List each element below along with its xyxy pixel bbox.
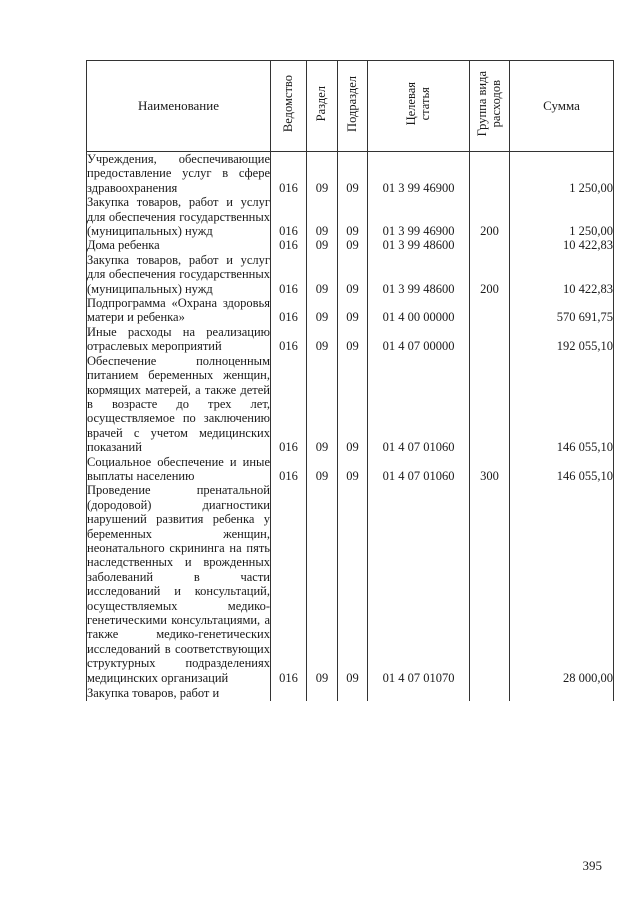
row-podrazdel: 09	[338, 195, 368, 238]
row-name: Иные расходы на реализацию отраслевых мероприятий	[87, 324, 270, 354]
row-name: Дома ребенка	[87, 238, 271, 252]
row-podrazdel: 09	[338, 253, 368, 296]
row-name: Закупка товаров, работ и услуг для обеспечения государственных (муниципальных) нужд	[87, 195, 270, 239]
budget-table	[86, 60, 614, 701]
header-podrazdel: Подраздел	[338, 61, 368, 152]
row-vedomstvo: 016	[271, 253, 307, 296]
row-name	[87, 685, 271, 701]
row-name: Обеспечение полноценным питанием беременных женщин, кормящих матерей, а также детей в возрасте до трех лет, осуществляемое по заключению врачей с учетом медицинских показаний	[87, 353, 270, 455]
row-podrazdel: 09	[338, 296, 368, 325]
row-podrazdel: 09	[338, 238, 368, 252]
row-name: Проведение пренатальной (дородовой) диагностики нарушений развития ребенка у беременных женщин, неонатального скрининга на пять наследственных и врожденных заболеваний в части исследований и консультаций, осуществляемых медико-генетическими консультациями, а также медико-генетических исследований в соответствующих структурных подразделениях медицинских организаций	[87, 483, 270, 685]
row-summa: 1 250,00	[510, 152, 614, 196]
row-vedomstvo: 016	[271, 238, 307, 252]
table-row	[87, 354, 614, 455]
row-vedomstvo: 016	[271, 296, 307, 325]
row-razdel: 09	[307, 325, 338, 354]
row-vedomstvo: 016	[271, 195, 307, 238]
header-vedomstvo: Ведомство	[271, 61, 307, 152]
table-row	[87, 152, 614, 196]
table-header	[87, 61, 614, 152]
row-razdel: 09	[307, 354, 338, 455]
row-gruppa	[470, 483, 510, 685]
row-celevaya: 01 3 99 46900	[368, 152, 470, 196]
row-celevaya: 01 4 07 01070	[368, 483, 470, 685]
header-gruppa: Группа вида расходов	[470, 61, 510, 152]
row-razdel: 09	[307, 195, 338, 238]
row-celevaya: 01 4 07 00000	[368, 325, 470, 354]
row-summa	[510, 685, 614, 701]
header-celevaya: Целевая статья	[368, 61, 470, 152]
row-celevaya: 01 4 00 00000	[368, 296, 470, 325]
table-row	[87, 483, 614, 685]
row-summa: 28 000,00	[510, 483, 614, 685]
row-podrazdel: 09	[338, 152, 368, 196]
row-razdel: 09	[307, 483, 338, 685]
row-celevaya: 01 4 07 01060	[368, 455, 470, 484]
row-gruppa	[470, 354, 510, 455]
row-gruppa	[470, 296, 510, 325]
row-summa: 192 055,10	[510, 325, 614, 354]
row-podrazdel: 09	[338, 455, 368, 484]
row-summa: 10 422,83	[510, 253, 614, 296]
row-summa: 10 422,83	[510, 238, 614, 252]
row-razdel: 09	[307, 238, 338, 252]
row-gruppa: 200	[470, 253, 510, 296]
page-number: 395	[582, 858, 602, 873]
row-name-cut: Закупка товаров, работ и	[87, 686, 220, 701]
row-name: Социальное обеспечение и иные выплаты населению	[87, 454, 270, 483]
row-name: Учреждения, обеспечивающие предоставление услуг в сфере здравоохранения	[87, 152, 270, 195]
row-vedomstvo: 016	[271, 152, 307, 196]
row-podrazdel: 09	[338, 325, 368, 354]
row-gruppa	[470, 685, 510, 701]
row-gruppa: 300	[470, 455, 510, 484]
row-razdel: 09	[307, 455, 338, 484]
row-gruppa	[470, 325, 510, 354]
row-vedomstvo	[271, 685, 307, 701]
row-name: Подпрограмма «Охрана здоровья матери и ребенка»	[87, 296, 270, 325]
row-celevaya: 01 4 07 01060	[368, 354, 470, 455]
row-summa: 570 691,75	[510, 296, 614, 325]
table-row	[87, 238, 614, 252]
row-celevaya: 01 3 99 48600	[368, 253, 470, 296]
table-body	[87, 152, 614, 702]
row-razdel: 09	[307, 152, 338, 196]
row-name: Закупка товаров, работ и услуг для обеспечения государственных (муниципальных) нужд	[87, 252, 270, 296]
header-name: Наименование	[87, 61, 271, 152]
row-celevaya	[368, 685, 470, 701]
table-row	[87, 195, 614, 238]
row-gruppa	[470, 238, 510, 252]
row-gruppa: 200	[470, 195, 510, 238]
table-row	[87, 296, 614, 325]
row-celevaya: 01 3 99 48600	[368, 238, 470, 252]
table-row	[87, 685, 614, 701]
row-razdel	[307, 685, 338, 701]
row-summa: 146 055,10	[510, 354, 614, 455]
row-razdel: 09	[307, 296, 338, 325]
table-row	[87, 253, 614, 296]
row-podrazdel	[338, 685, 368, 701]
row-gruppa	[470, 152, 510, 196]
row-razdel: 09	[307, 253, 338, 296]
row-vedomstvo: 016	[271, 325, 307, 354]
row-celevaya: 01 3 99 46900	[368, 195, 470, 238]
table-row	[87, 325, 614, 354]
table-row	[87, 455, 614, 484]
row-podrazdel: 09	[338, 483, 368, 685]
row-summa: 146 055,10	[510, 455, 614, 484]
row-vedomstvo: 016	[271, 483, 307, 685]
row-podrazdel: 09	[338, 354, 368, 455]
row-vedomstvo: 016	[271, 354, 307, 455]
header-razdel: Раздел	[307, 61, 338, 152]
row-summa: 1 250,00	[510, 195, 614, 238]
row-vedomstvo: 016	[271, 455, 307, 484]
header-summa: Сумма	[510, 61, 614, 152]
